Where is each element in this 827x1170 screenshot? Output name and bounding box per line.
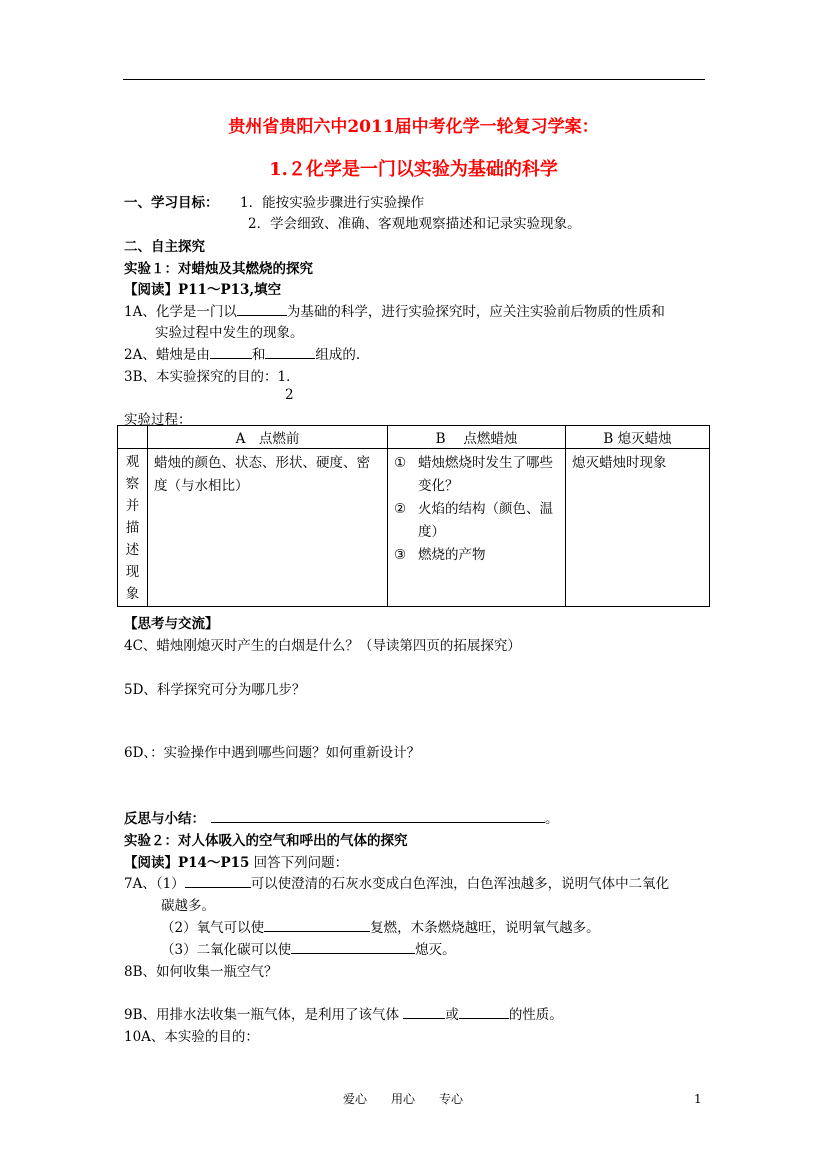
row-label-char: 象 <box>125 586 140 602</box>
q9b-post: 的性质。 <box>508 1007 563 1023</box>
table-header-a: A 点燃前 <box>148 426 388 449</box>
q7a2-post: 复燃，木条燃烧越旺，说明氧气越多。 <box>370 920 600 936</box>
q7a-line2: 碳越多。 <box>161 898 215 914</box>
row-label-char: 察 <box>125 476 140 492</box>
row-label-char: 并 <box>125 498 140 514</box>
q1a-line2: 实验过程中发生的现象。 <box>155 325 304 341</box>
exp2-read <box>124 851 348 871</box>
exp2-read-rest: 回答下列问题： <box>249 855 349 871</box>
row-label-char: 述 <box>125 542 140 558</box>
q9b-blank-1[interactable] <box>403 1004 445 1019</box>
q2a-blank-2[interactable] <box>265 344 315 359</box>
think-title: 【思考与交流】 <box>124 616 219 632</box>
q7a2-pre: （2）氧气可以使 <box>161 920 265 936</box>
q2a-pre: 2A、蜡烛是由 <box>124 347 210 363</box>
q3b: 3B、本实验探究的目的：1． <box>124 369 300 385</box>
process-label: 实验过程： <box>124 412 192 428</box>
reflect-label: 反思与小结： <box>124 811 205 827</box>
page-number: 1 <box>694 1092 702 1106</box>
q7a-pre: 7A、（1） <box>124 876 185 892</box>
goal-1: 1．能按实验步骤进行实验操作 <box>240 195 425 211</box>
q9b-pre: 9B、用排水法收集一瓶气体，是利用了该气体 <box>124 1007 404 1023</box>
exp2-title: 实验２：对人体吸入的空气和呼出的气体的探究 <box>124 833 408 849</box>
q7a3-post: 熄灭。 <box>415 942 456 958</box>
reflect-end: 。 <box>545 811 559 827</box>
q8b: 8B、如何收集一瓶空气？ <box>124 964 278 980</box>
row-label-char: 现 <box>125 564 140 580</box>
table-header-row <box>118 426 710 449</box>
q1a-blank[interactable] <box>237 301 287 316</box>
item-text: 蜡烛燃烧时发生了哪些变化？ <box>418 455 553 494</box>
q10a: 10A、本实验的目的： <box>124 1029 259 1045</box>
reflect-blank[interactable] <box>211 808 545 823</box>
q7a-blank[interactable] <box>185 873 251 888</box>
q7a-post: 可以使澄清的石灰水变成白色浑浊，白色浑浊越多，说明气体中二氧化 <box>250 876 670 892</box>
q7a-3 <box>161 938 456 958</box>
q9b <box>124 1003 563 1023</box>
footer-motto: 爱心 用心 专心 <box>343 1092 464 1106</box>
q9b-blank-2[interactable] <box>459 1004 509 1019</box>
q7a <box>124 872 669 892</box>
q3b-item2: 2 <box>285 387 294 403</box>
table-header-b2: B 熄灭蜡烛 <box>566 426 710 449</box>
q4c: 4C、蜡烛刚熄灭时产生的白烟是什么？（导读第四页的拓展探究） <box>124 638 521 654</box>
header-rule <box>123 79 705 80</box>
q1a-pre: 1A、化学是一门以 <box>124 304 237 320</box>
table-header-b1: B 点燃蜡烛 <box>388 426 566 449</box>
q6d: 6D、：实验操作中遇到哪些问题？如何重新设计？ <box>124 745 421 761</box>
exp2-read-label: 【阅读】P14～P15 <box>124 855 250 871</box>
cell-ignite <box>388 449 566 607</box>
q7a3-pre: （3）二氧化碳可以使 <box>161 942 292 958</box>
q1a-post: 为基础的科学，进行实验探究时，应关注实验前后物质的性质和 <box>286 304 665 320</box>
row-label-char: 描 <box>125 520 140 536</box>
exp1-read: 【阅读】P11～P13,填空 <box>124 282 282 298</box>
table-row <box>118 449 710 607</box>
item-number: ② <box>394 501 407 517</box>
section-heading: 二、自主探究 <box>124 239 205 255</box>
q5d: 5D、科学探究可分为哪几步？ <box>124 682 306 698</box>
item-text: 火焰的结构（颜色、温度） <box>418 501 553 540</box>
table-corner <box>118 426 148 449</box>
doc-subtitle: 1.２化学是一门以实验为基础的科学 <box>269 159 558 180</box>
item-text: 燃烧的产物 <box>418 547 486 563</box>
goals-label: 一、学习目标： <box>124 195 219 211</box>
q7a3-blank[interactable] <box>291 939 415 954</box>
q2a <box>124 343 360 363</box>
q2a-blank-1[interactable] <box>210 344 252 359</box>
list-item <box>394 544 559 567</box>
list-item <box>394 498 559 544</box>
q7a-2 <box>161 916 600 936</box>
q7a2-blank[interactable] <box>264 917 370 932</box>
q2a-mid: 和 <box>251 347 266 363</box>
q1a <box>124 300 665 320</box>
goal-2: 2．学会细致、准确、客观地观察描述和记录实验现象。 <box>248 216 581 232</box>
cell-extinguish: 熄灭蜡烛时现象 <box>566 449 710 607</box>
q2a-post: 组成的. <box>315 347 361 363</box>
row-label-char: 观 <box>125 454 140 470</box>
exp1-title: 实验１：对蜡烛及其燃烧的探究 <box>124 261 313 277</box>
item-number: ③ <box>394 547 407 563</box>
doc-title: 贵州省贵阳六中2011届中考化学一轮复习学案： <box>228 117 599 137</box>
row-label <box>118 449 148 607</box>
item-number: ① <box>394 455 407 471</box>
reflect-line <box>124 807 559 827</box>
cell-before-ignite: 蜡烛的颜色、状态、形状、硬度、密度（与水相比） <box>148 449 388 607</box>
list-item <box>394 452 559 498</box>
q9b-mid: 或 <box>445 1007 459 1023</box>
experiment-table <box>117 425 710 607</box>
